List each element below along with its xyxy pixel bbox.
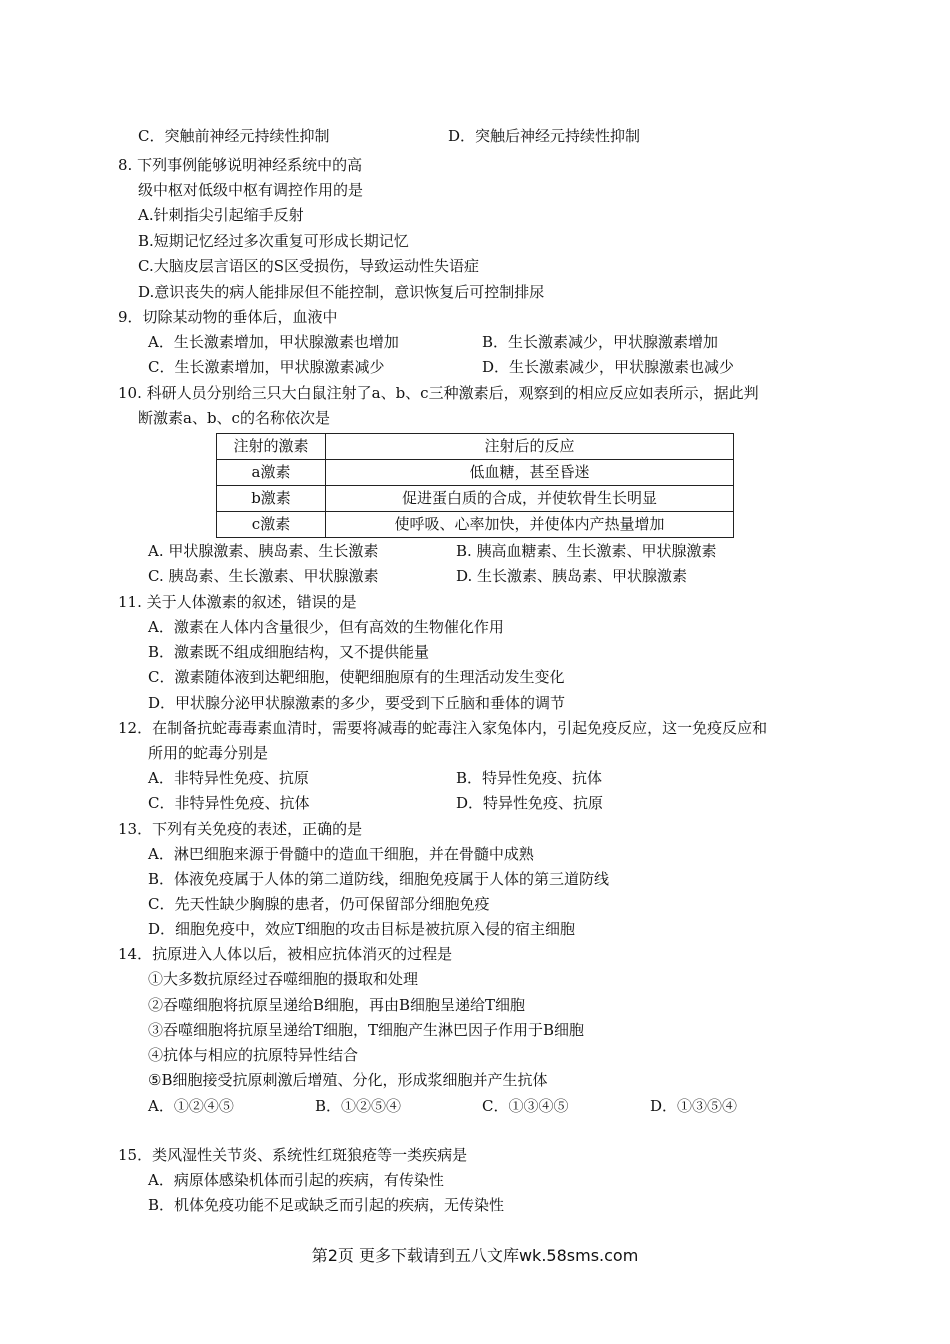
q14-step-2: ②吞噬细胞将抗原呈递给B细胞，再由B细胞呈递给T细胞 bbox=[148, 996, 526, 1014]
q14-step-3: ③吞噬细胞将抗原呈递给T细胞，T细胞产生淋巴因子作用于B细胞 bbox=[148, 1021, 585, 1039]
q8-option-a: A.针刺指尖引起缩手反射 bbox=[138, 206, 304, 224]
page-footer: 第2页 更多下载请到五八文库wk.58sms.com bbox=[311, 1246, 639, 1265]
q11-option-d: D．甲状腺分泌甲状腺激素的多少，要受到下丘脑和垂体的调节 bbox=[148, 694, 566, 712]
table-row bbox=[217, 512, 734, 538]
q8-stem-line2: 级中枢对低级中枢有调控作用的是 bbox=[138, 181, 364, 199]
q9-option-b: B．生长激素减少，甲状腺激素增加 bbox=[482, 333, 719, 351]
table-cell: 促进蛋白质的合成，并使软骨生长明显 bbox=[326, 486, 734, 512]
q15-option-b: B．机体免疫功能不足或缺乏而引起的疾病，无传染性 bbox=[148, 1196, 505, 1214]
table-header-row bbox=[217, 434, 734, 460]
q14-option-a: A．①②④⑤ bbox=[148, 1097, 234, 1115]
q12-option-b: B．特异性免疫、抗体 bbox=[456, 769, 603, 787]
q12-option-d: D．特异性免疫、抗原 bbox=[456, 794, 604, 812]
q10-option-c: C. 胰岛素、生长激素、甲状腺激素 bbox=[148, 567, 379, 585]
q8-option-d: D.意识丧失的病人能排尿但不能控制，意识恢复后可控制排尿 bbox=[138, 283, 545, 301]
table-header-cell: 注射的激素 bbox=[217, 434, 326, 460]
q14-step-1: ①大多数抗原经过吞噬细胞的摄取和处理 bbox=[148, 970, 419, 988]
q7-option-d: D．突触后神经元持续性抑制 bbox=[448, 127, 641, 145]
q14-option-d: D．①③⑤④ bbox=[650, 1097, 738, 1115]
q11-option-c: C．激素随体液到达靶细胞，使靶细胞原有的生理活动发生变化 bbox=[148, 668, 565, 686]
q13-option-b: B．体液免疫属于人体的第二道防线，细胞免疫属于人体的第三道防线 bbox=[148, 870, 610, 888]
q13-stem: 13．下列有关免疫的表述，正确的是 bbox=[118, 820, 363, 838]
q15-option-a: A．病原体感染机体而引起的疾病，有传染性 bbox=[148, 1171, 444, 1189]
q7-option-c: C．突触前神经元持续性抑制 bbox=[138, 127, 330, 145]
q14-option-c: C．①③④⑤ bbox=[482, 1097, 569, 1115]
q10-option-b: B. 胰高血糖素、生长激素、甲状腺激素 bbox=[456, 542, 717, 560]
q10-option-a: A. 甲状腺激素、胰岛素、生长激素 bbox=[148, 542, 379, 560]
table-row bbox=[217, 486, 734, 512]
table-cell: a激素 bbox=[217, 460, 326, 486]
q11-stem: 11. 关于人体激素的叙述，错误的是 bbox=[118, 593, 357, 611]
table-header-cell: 注射后的反应 bbox=[326, 434, 734, 460]
q12-stem-line1: 12．在制备抗蛇毒毒素血清时，需要将减毒的蛇毒注入家兔体内，引起免疫反应，这一免疫反应和 bbox=[118, 719, 768, 737]
q14-option-b: B．①②⑤④ bbox=[315, 1097, 402, 1115]
table-cell: 低血糖，甚至昏迷 bbox=[326, 460, 734, 486]
q8-option-b: B.短期记忆经过多次重复可形成长期记忆 bbox=[138, 232, 409, 250]
q10-stem-line2: 断激素a、b、c的名称依次是 bbox=[138, 409, 330, 427]
q12-option-c: C．非特异性免疫、抗体 bbox=[148, 794, 310, 812]
q14-stem: 14．抗原进入人体以后，被相应抗体消灭的过程是 bbox=[118, 945, 453, 963]
table-cell: c激素 bbox=[217, 512, 326, 538]
q9-stem: 9．切除某动物的垂体后，血液中 bbox=[118, 308, 338, 326]
hormone-table bbox=[216, 433, 734, 538]
q14-step-5: ⑤B细胞接受抗原刺激后增殖、分化，形成浆细胞并产生抗体 bbox=[148, 1071, 548, 1089]
q11-option-a: A．激素在人体内含量很少，但有高效的生物催化作用 bbox=[148, 618, 504, 636]
q13-option-a: A．淋巴细胞来源于骨髓中的造血干细胞，并在骨髓中成熟 bbox=[148, 845, 534, 863]
q8-option-c: C.大脑皮层言语区的S区受损伤，导致运动性失语症 bbox=[138, 257, 479, 275]
q12-stem-line2: 所用的蛇毒分别是 bbox=[148, 744, 269, 762]
q14-step-4: ④抗体与相应的抗原特异性结合 bbox=[148, 1046, 359, 1064]
table-row bbox=[217, 460, 734, 486]
q9-option-c: C．生长激素增加，甲状腺激素减少 bbox=[148, 358, 385, 376]
q13-option-c: C．先天性缺少胸腺的患者，仍可保留部分细胞免疫 bbox=[148, 895, 490, 913]
q10-stem-line1: 10. 科研人员分别给三只大白鼠注射了a、b、c三种激素后，观察到的相应反应如表所示，据此判 bbox=[118, 384, 759, 402]
q9-option-d: D．生长激素减少，甲状腺激素也减少 bbox=[482, 358, 735, 376]
q13-option-d: D．细胞免疫中，效应T细胞的攻击目标是被抗原入侵的宿主细胞 bbox=[148, 920, 576, 938]
q9-option-a: A．生长激素增加，甲状腺激素也增加 bbox=[148, 333, 399, 351]
table-cell: b激素 bbox=[217, 486, 326, 512]
q15-stem: 15．类风湿性关节炎、系统性红斑狼疮等一类疾病是 bbox=[118, 1146, 468, 1164]
q12-option-a: A．非特异性免疫、抗原 bbox=[148, 769, 309, 787]
q11-option-b: B．激素既不组成细胞结构，又不提供能量 bbox=[148, 643, 430, 661]
table-cell: 使呼吸、心率加快，并使体内产热量增加 bbox=[326, 512, 734, 538]
q8-stem-line1: 8. 下列事例能够说明神经系统中的高 bbox=[118, 156, 363, 174]
q10-option-d: D. 生长激素、胰岛素、甲状腺激素 bbox=[456, 567, 688, 585]
